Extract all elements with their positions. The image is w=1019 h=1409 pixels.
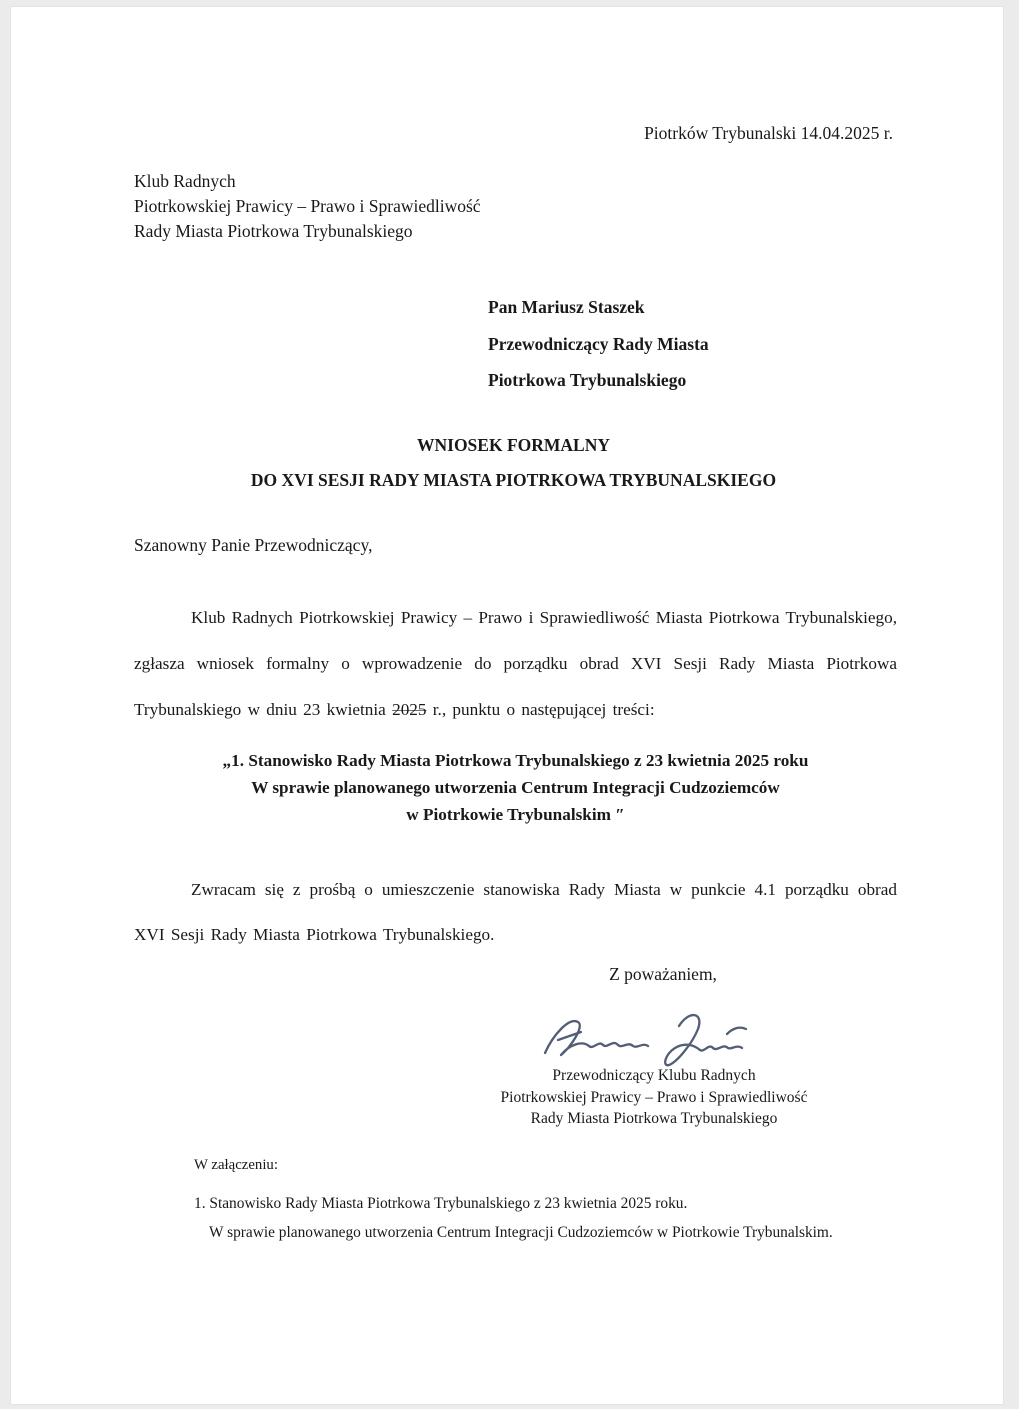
motion-quote-block (134, 747, 897, 828)
sender-line-2: Piotrkowskiej Prawicy – Prawo i Sprawiedliwość (134, 196, 481, 216)
body-paragraph-1-tail: r., punktu o następującej treści: (426, 700, 655, 719)
signer-role-1: Przewodniczący Klubu Radnych (552, 1067, 756, 1084)
signature-handwriting (539, 1003, 757, 1069)
signer-block (454, 1065, 854, 1130)
attachment-item-line-2: W sprawie planowanego utworzenia Centrum Integracji Cudzoziemców w Piotrkowie Trybunalskim. (209, 1224, 833, 1241)
document-title-line-2: DO XVI SESJI RADY MIASTA PIOTRKOWA TRYBUNALSKIEGO (250, 470, 777, 490)
motion-quote-line-1: „1. Stanowisko Rady Miasta Piotrkowa Trybunalskiego z 23 kwietnia 2025 roku (222, 751, 809, 770)
recipient-block (488, 289, 709, 399)
attachments-heading: W załączeniu: (194, 1157, 278, 1173)
body-paragraph-2: Zwracam się z prośbą o umieszczenie stanowiska Rady Miasta w punkcie 4.1 porządku obrad XVI Sesji Rady Miasta Piotrkowa Trybunalskiego. (134, 880, 897, 944)
signer-role-2: Piotrkowskiej Prawicy – Prawo i Sprawiedliwość (500, 1088, 808, 1106)
sender-line-1: Klub Radnych (134, 171, 236, 191)
recipient-name: Pan Mariusz Staszek (488, 297, 645, 317)
body-paragraph-1-text: Klub Radnych Piotrkowskiej Prawicy – Prawo i Sprawiedliwość Miasta Piotrkowa Trybunalskiego, zgłasza wniosek formalny o wprowadzenie do porządku obrad XVI Sesji Rady Miasta Piotrkowa Trybunalskiego w dniu 23 kwietnia (134, 608, 898, 719)
attachment-item-line-1: 1. Stanowisko Rady Miasta Piotrkowa Trybunalskiego z 23 kwietnia 2025 roku. (194, 1195, 688, 1212)
signature-ink-icon (539, 1003, 757, 1069)
sender-line-3: Rady Miasta Piotrkowa Trybunalskiego (134, 221, 413, 241)
salutation: Szanowny Panie Przewodniczący, (134, 535, 373, 555)
motion-quote-line-3: w Piotrkowie Trybunalskim ″ (406, 805, 625, 824)
place-date-line: Piotrków Trybunalski 14.04.2025 r. (644, 123, 893, 143)
recipient-title-1: Przewodniczący Rady Miasta (488, 333, 709, 354)
document-page (10, 6, 1004, 1405)
motion-quote-line-2: W sprawie planowanego utworzenia Centrum Integracji Cudzoziemców (251, 778, 780, 797)
signer-role-3: Rady Miasta Piotrkowa Trybunalskiego (530, 1110, 778, 1127)
attachments-section (194, 1157, 954, 1247)
document-title (134, 428, 893, 498)
recipient-title-2: Piotrkowa Trybunalskiego (488, 370, 687, 390)
body-paragraph-1 (134, 595, 897, 733)
edited-year-value: 2025 (392, 700, 427, 719)
sender-block (134, 169, 481, 244)
closing-phrase: Z poważaniem, (609, 964, 717, 984)
document-title-line-1: WNIOSEK FORMALNY (417, 435, 610, 455)
